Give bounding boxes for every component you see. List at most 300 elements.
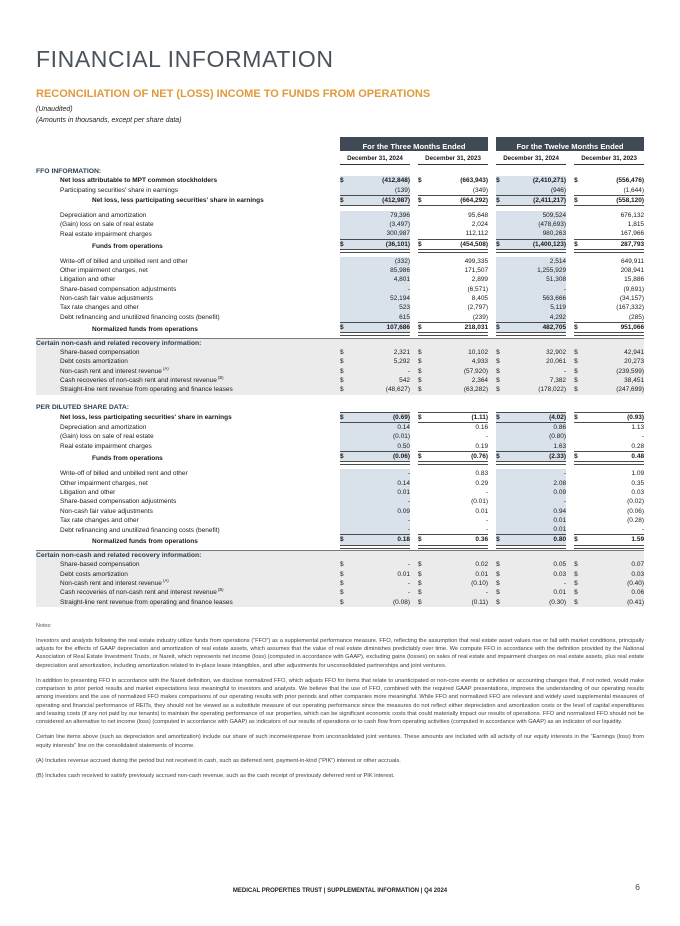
row-label: Non-cash rent and interest revenue $^{(A)}$ bbox=[36, 579, 340, 588]
value-cell: 980,263 bbox=[506, 229, 566, 239]
column-gap bbox=[488, 376, 496, 385]
value-cell: (0.40) bbox=[584, 579, 644, 588]
dollar-sign bbox=[574, 186, 584, 196]
dollar-sign: $ bbox=[340, 195, 350, 205]
note-paragraph-joint-ventures: Certain line items above (such as depreciation and amortization) include our share of such income/expense from unconsolidated joint ventures. These amounts are included with all activity of our equity interests in the “Earnings (loss) from equity interests” line on the consolidated statements of income. bbox=[36, 734, 644, 749]
column-gap bbox=[488, 195, 496, 205]
value-cell: 167,966 bbox=[620, 230, 645, 238]
value-cell: (1.11) bbox=[428, 412, 488, 422]
value-cell: - bbox=[350, 588, 410, 597]
value-cell: (0.69) bbox=[350, 412, 410, 422]
dollar-sign: $ bbox=[496, 452, 506, 464]
dollar-sign bbox=[340, 275, 350, 284]
row-label: Share-based compensation adjustments bbox=[60, 498, 177, 506]
column-gap bbox=[488, 151, 496, 164]
column-gap bbox=[410, 294, 418, 303]
column-gap bbox=[566, 507, 574, 516]
notes-label: Notes: bbox=[36, 622, 52, 629]
table-row bbox=[36, 285, 644, 294]
table-row bbox=[36, 367, 644, 376]
value-cell: (0.06) bbox=[627, 507, 645, 515]
dollar-sign: $ bbox=[340, 579, 350, 588]
section-header-label: PER DILUTED SHARE DATA: bbox=[36, 403, 130, 411]
column-gap bbox=[410, 322, 418, 334]
value-cell: - bbox=[485, 488, 489, 496]
value-cell: 1.59 bbox=[584, 535, 644, 547]
column-gap bbox=[410, 313, 418, 323]
section-subtitle: RECONCILIATION OF NET (LOSS) INCOME TO FUNDS FROM OPERATIONS bbox=[36, 88, 431, 100]
column-gap bbox=[566, 535, 574, 547]
value-cell: 7,382 bbox=[506, 376, 566, 385]
value-cell: 1.63 bbox=[506, 442, 566, 452]
date-header: December 31, 2024 bbox=[340, 151, 410, 164]
column-gap bbox=[410, 525, 418, 535]
dollar-sign bbox=[340, 303, 350, 312]
row-label: Normalized funds from operations bbox=[92, 325, 198, 333]
footnote-marker: (A) bbox=[161, 579, 169, 583]
value-cell: 0.14 bbox=[350, 423, 410, 433]
value-cell: (63,282) bbox=[428, 385, 488, 394]
date-header: December 31, 2024 bbox=[496, 151, 566, 164]
value-cell: (48,627) bbox=[350, 385, 410, 394]
value-cell: 32,902 bbox=[506, 348, 566, 357]
dollar-sign: $ bbox=[496, 367, 506, 376]
dollar-sign bbox=[418, 229, 428, 239]
dollar-sign: $ bbox=[340, 560, 350, 569]
column-gap bbox=[410, 412, 418, 422]
column-gap bbox=[410, 357, 418, 366]
dollar-sign bbox=[574, 516, 584, 525]
row-label: Share-based compensation bbox=[36, 560, 340, 569]
dollar-sign bbox=[340, 294, 350, 303]
dollar-sign: $ bbox=[574, 195, 584, 205]
column-gap bbox=[488, 442, 496, 452]
value-cell: 563,666 bbox=[506, 294, 566, 303]
period-header-row bbox=[36, 137, 644, 151]
dollar-sign: $ bbox=[496, 385, 506, 394]
column-gap bbox=[488, 423, 496, 433]
dollar-sign: $ bbox=[418, 560, 428, 569]
dollar-sign bbox=[574, 266, 584, 275]
table-row bbox=[36, 186, 644, 196]
value-cell: (663,943) bbox=[460, 177, 489, 185]
column-gap bbox=[566, 211, 574, 220]
column-gap bbox=[566, 257, 574, 266]
table-row bbox=[36, 229, 644, 239]
value-cell: - bbox=[485, 516, 489, 524]
column-gap bbox=[410, 367, 418, 376]
dollar-sign: $ bbox=[574, 357, 584, 366]
column-gap bbox=[488, 507, 496, 516]
value-cell: (332) bbox=[350, 257, 410, 266]
row-label: Net loss, less participating securities' share in earnings bbox=[92, 197, 264, 205]
page-content bbox=[0, 46, 680, 781]
value-cell: (349) bbox=[472, 186, 489, 194]
dollar-sign bbox=[418, 285, 428, 294]
column-gap bbox=[488, 229, 496, 239]
dollar-sign bbox=[574, 442, 584, 452]
dollar-sign bbox=[574, 313, 584, 323]
column-gap bbox=[410, 452, 418, 464]
column-gap bbox=[410, 432, 418, 441]
column-gap bbox=[410, 239, 418, 251]
dollar-sign: $ bbox=[496, 560, 506, 569]
value-cell: 0.48 bbox=[584, 452, 644, 464]
column-gap bbox=[488, 357, 496, 366]
value-cell: 0.06 bbox=[584, 588, 644, 597]
dollar-sign bbox=[574, 507, 584, 516]
value-cell: 523 bbox=[350, 303, 410, 312]
value-cell: (2,410,271) bbox=[506, 176, 566, 185]
footer-text: MEDICAL PROPERTIES TRUST | SUPPLEMENTAL INFORMATION | Q4 2024 bbox=[232, 888, 448, 894]
value-cell: 208,941 bbox=[620, 267, 645, 275]
row-label: Non-cash fair value adjustments bbox=[60, 295, 153, 303]
table-row bbox=[36, 588, 644, 597]
column-gap bbox=[410, 275, 418, 284]
value-cell: - bbox=[350, 560, 410, 569]
dollar-sign: $ bbox=[340, 535, 350, 547]
value-cell: 85,986 bbox=[350, 266, 410, 275]
value-cell: - bbox=[350, 497, 410, 506]
dollar-sign bbox=[340, 442, 350, 452]
column-gap bbox=[410, 579, 418, 588]
dollar-sign bbox=[574, 423, 584, 433]
value-cell: - bbox=[428, 588, 488, 597]
value-cell: - bbox=[485, 433, 489, 441]
row-label: Straight-line rent revenue from operating and finance leases bbox=[36, 598, 340, 607]
row-label: Participating securities' share in earnings bbox=[60, 187, 178, 195]
column-gap bbox=[488, 516, 496, 525]
note-footnote-a: (A) Includes revenue accrued during the period but not received in cash, such as deferred rent, payment-in-kind (“PIK”) interest or other accruals. bbox=[36, 757, 401, 764]
value-cell: 0.16 bbox=[475, 424, 489, 432]
period-header-three-months: For the Three Months Ended bbox=[340, 137, 488, 151]
column-gap bbox=[488, 367, 496, 376]
column-gap bbox=[410, 229, 418, 239]
note-paragraph-ffo-definition: Investors and analysts following the real estate industry utilize funds from operations (“FFO”) as a supplemental performance measure. FFO, reflecting the assumption that real estate asset values rise or fall with market conditions, principally adjusts for the effects of GAAP depreciation and amortization of real estate assets, which assumes that the value of real estate diminishes predictably over time. We compute FFO in accordance with the definition provided by the National Association of Real Estate Investment Trusts, or Nareit, which represents net income (loss) (computed in accordance with GAAP), excluding gains (losses) on sales of real estate and impairment charges on real estate assets, plus real estate depreciation and amortization, including amortization related to in-place lease intangibles, and after adjustments for unconsolidated partnerships and joint ventures. bbox=[36, 637, 644, 669]
value-cell: 2,514 bbox=[506, 257, 566, 266]
dollar-sign: $ bbox=[496, 588, 506, 597]
value-cell: 20,061 bbox=[506, 357, 566, 366]
value-cell: 615 bbox=[350, 313, 410, 323]
dollar-sign bbox=[496, 488, 506, 497]
row-label: Funds from operations bbox=[92, 455, 163, 463]
table-row bbox=[36, 570, 644, 579]
value-cell: 287,793 bbox=[584, 239, 644, 251]
dollar-sign bbox=[340, 266, 350, 275]
value-cell: (167,332) bbox=[616, 304, 645, 312]
column-gap bbox=[566, 239, 574, 251]
value-cell: 1,255,929 bbox=[506, 266, 566, 275]
value-cell: (285) bbox=[628, 313, 645, 321]
page-title: FINANCIAL INFORMATION bbox=[36, 46, 334, 72]
column-gap bbox=[566, 376, 574, 385]
column-gap bbox=[410, 588, 418, 597]
value-cell: 0.50 bbox=[350, 442, 410, 452]
value-cell: 10,102 bbox=[428, 348, 488, 357]
dollar-sign: $ bbox=[418, 322, 428, 334]
date-header: December 31, 2023 bbox=[418, 151, 488, 164]
dollar-sign bbox=[574, 285, 584, 294]
column-gap bbox=[566, 229, 574, 239]
value-cell: 95,648 bbox=[468, 211, 489, 219]
dollar-sign bbox=[340, 313, 350, 323]
column-gap bbox=[488, 525, 496, 535]
value-cell: - bbox=[350, 579, 410, 588]
value-cell: 482,705 bbox=[506, 322, 566, 334]
table-row bbox=[36, 257, 644, 266]
table-row bbox=[36, 211, 644, 220]
dollar-sign bbox=[574, 525, 584, 535]
value-cell: (2,797) bbox=[467, 304, 489, 312]
notes-section bbox=[36, 623, 644, 781]
value-cell: 0.01 bbox=[506, 516, 566, 525]
dollar-sign bbox=[340, 516, 350, 525]
value-cell: 2,321 bbox=[350, 348, 410, 357]
value-cell: - bbox=[350, 285, 410, 294]
dollar-sign bbox=[418, 186, 428, 196]
dollar-sign bbox=[496, 432, 506, 441]
column-gap bbox=[488, 348, 496, 357]
row-label: Write-off of billed and unbilled rent and other bbox=[60, 470, 188, 478]
dollar-sign: $ bbox=[574, 367, 584, 376]
date-header: December 31, 2023 bbox=[574, 151, 644, 164]
column-gap bbox=[410, 479, 418, 488]
value-cell: (57,920) bbox=[428, 367, 488, 376]
column-gap bbox=[488, 479, 496, 488]
value-cell: - bbox=[350, 367, 410, 376]
table-row bbox=[36, 220, 644, 229]
dollar-sign: $ bbox=[496, 598, 506, 607]
value-cell: 0.94 bbox=[506, 507, 566, 516]
table-row bbox=[36, 357, 644, 366]
column-gap bbox=[566, 525, 574, 535]
column-gap bbox=[488, 452, 496, 464]
dollar-sign bbox=[574, 303, 584, 312]
row-label: Litigation and other bbox=[60, 488, 116, 496]
value-cell: (0.30) bbox=[506, 598, 566, 607]
column-gap bbox=[566, 220, 574, 229]
dollar-sign bbox=[496, 313, 506, 323]
value-cell: 300,987 bbox=[350, 229, 410, 239]
value-cell: (239,599) bbox=[584, 367, 644, 376]
footnote-marker: (A) bbox=[161, 366, 169, 371]
column-gap bbox=[566, 588, 574, 597]
dollar-sign bbox=[340, 469, 350, 478]
ffo-reconciliation-table bbox=[36, 137, 644, 607]
value-cell: 0.83 bbox=[475, 470, 489, 478]
dollar-sign bbox=[340, 488, 350, 497]
value-cell: (0.76) bbox=[428, 452, 488, 464]
dollar-sign bbox=[340, 479, 350, 488]
section-header-label: Certain non-cash and related recovery information: bbox=[36, 551, 644, 561]
value-cell: (556,476) bbox=[616, 177, 645, 185]
column-gap bbox=[488, 385, 496, 394]
dollar-sign: $ bbox=[418, 195, 428, 205]
table-row bbox=[36, 385, 644, 394]
table-row bbox=[36, 535, 644, 547]
value-cell: 38,451 bbox=[584, 376, 644, 385]
dollar-sign bbox=[418, 507, 428, 516]
value-cell: (36,101) bbox=[350, 239, 410, 251]
dollar-sign: $ bbox=[496, 348, 506, 357]
column-gap bbox=[488, 211, 496, 220]
value-cell: (412,987) bbox=[350, 195, 410, 205]
dollar-sign bbox=[418, 211, 428, 220]
value-cell: 0.09 bbox=[350, 507, 410, 516]
dollar-sign: $ bbox=[340, 322, 350, 334]
column-gap bbox=[566, 432, 574, 441]
value-cell: 0.36 bbox=[428, 535, 488, 547]
dollar-sign: $ bbox=[574, 452, 584, 464]
column-gap bbox=[410, 507, 418, 516]
dollar-sign: $ bbox=[418, 570, 428, 579]
value-cell: (247,699) bbox=[584, 385, 644, 394]
value-cell: 0.02 bbox=[428, 560, 488, 569]
dollar-sign bbox=[418, 303, 428, 312]
column-gap bbox=[488, 275, 496, 284]
dollar-sign: $ bbox=[574, 535, 584, 547]
value-cell: 0.05 bbox=[506, 560, 566, 569]
value-cell: 0.01 bbox=[350, 488, 410, 497]
footnote-marker: (B) bbox=[216, 375, 224, 380]
value-cell: 0.03 bbox=[584, 570, 644, 579]
dollar-sign bbox=[496, 294, 506, 303]
dollar-sign bbox=[418, 432, 428, 441]
column-gap bbox=[488, 137, 496, 151]
column-gap bbox=[410, 176, 418, 185]
dollar-sign bbox=[418, 488, 428, 497]
dollar-sign bbox=[418, 497, 428, 506]
period-header-twelve-months: For the Twelve Months Ended bbox=[496, 137, 644, 151]
column-gap bbox=[488, 294, 496, 303]
value-cell: 2,024 bbox=[471, 220, 489, 228]
dollar-sign bbox=[496, 525, 506, 535]
column-gap bbox=[566, 598, 574, 607]
dollar-sign bbox=[574, 479, 584, 488]
table-row bbox=[36, 423, 644, 433]
dollar-sign: $ bbox=[418, 385, 428, 394]
dollar-sign: $ bbox=[340, 376, 350, 385]
value-cell: (0.41) bbox=[584, 598, 644, 607]
value-cell: 1.09 bbox=[631, 470, 645, 478]
value-cell: (139) bbox=[350, 186, 410, 196]
dollar-sign bbox=[574, 275, 584, 284]
dollar-sign bbox=[496, 507, 506, 516]
value-cell: 1.13 bbox=[631, 424, 645, 432]
value-cell: 0.03 bbox=[506, 570, 566, 579]
dollar-sign: $ bbox=[418, 535, 428, 547]
value-cell: 0.01 bbox=[428, 570, 488, 579]
value-cell: 8,405 bbox=[471, 295, 489, 303]
dollar-sign: $ bbox=[418, 376, 428, 385]
dollar-sign bbox=[340, 525, 350, 535]
dollar-sign bbox=[496, 497, 506, 506]
header-spacer bbox=[36, 137, 340, 151]
column-gap bbox=[566, 570, 574, 579]
section-header-row bbox=[36, 551, 644, 561]
column-gap bbox=[488, 598, 496, 607]
value-cell: 1,815 bbox=[627, 220, 645, 228]
value-cell: - bbox=[641, 526, 645, 534]
column-gap bbox=[566, 357, 574, 366]
dollar-sign bbox=[574, 220, 584, 229]
table-row bbox=[36, 432, 644, 441]
value-cell: 0.29 bbox=[475, 479, 489, 487]
table-row bbox=[36, 195, 644, 205]
row-label: Tax rate changes and other bbox=[60, 304, 139, 312]
dollar-sign: $ bbox=[574, 376, 584, 385]
dollar-sign bbox=[418, 294, 428, 303]
dollar-sign bbox=[340, 186, 350, 196]
row-label: (Gain) loss on sale of real estate bbox=[60, 220, 154, 228]
value-cell: - bbox=[350, 525, 410, 535]
column-gap bbox=[488, 432, 496, 441]
value-cell: 0.14 bbox=[350, 479, 410, 488]
dollar-sign: $ bbox=[340, 412, 350, 422]
dollar-sign bbox=[496, 275, 506, 284]
column-gap bbox=[410, 570, 418, 579]
column-gap bbox=[410, 211, 418, 220]
value-cell: - bbox=[506, 367, 566, 376]
dollar-sign bbox=[340, 497, 350, 506]
column-gap bbox=[488, 497, 496, 506]
row-label: Funds from operations bbox=[92, 242, 163, 250]
value-cell: 42,941 bbox=[584, 348, 644, 357]
value-cell: 0.01 bbox=[350, 570, 410, 579]
value-cell: 0.35 bbox=[631, 479, 645, 487]
value-cell: (0.06) bbox=[350, 452, 410, 464]
dollar-sign: $ bbox=[496, 535, 506, 547]
column-gap bbox=[410, 516, 418, 525]
unaudited-note: (Unaudited) bbox=[36, 106, 73, 113]
value-cell: 5,119 bbox=[506, 303, 566, 312]
table-row bbox=[36, 313, 644, 323]
dollar-sign bbox=[340, 257, 350, 266]
table-row bbox=[36, 452, 644, 464]
table-row bbox=[36, 348, 644, 357]
value-cell: (1,400,123) bbox=[506, 239, 566, 251]
column-gap bbox=[566, 452, 574, 464]
financial-table-body bbox=[36, 164, 644, 607]
value-cell: (2.33) bbox=[506, 452, 566, 464]
value-cell: (9,691) bbox=[623, 285, 645, 293]
column-gap bbox=[488, 570, 496, 579]
column-gap bbox=[566, 294, 574, 303]
dollar-sign bbox=[418, 525, 428, 535]
column-gap bbox=[488, 257, 496, 266]
value-cell: (0.80) bbox=[506, 432, 566, 441]
column-gap bbox=[410, 488, 418, 497]
value-cell: - bbox=[506, 579, 566, 588]
table-row bbox=[36, 497, 644, 506]
column-gap bbox=[566, 322, 574, 334]
column-gap bbox=[410, 376, 418, 385]
column-gap bbox=[566, 423, 574, 433]
dollar-sign: $ bbox=[418, 588, 428, 597]
dollar-sign: $ bbox=[574, 579, 584, 588]
column-gap bbox=[410, 348, 418, 357]
dollar-sign bbox=[496, 186, 506, 196]
value-cell: 2.08 bbox=[506, 479, 566, 488]
column-gap bbox=[488, 488, 496, 497]
row-label: Real estate impairment charges bbox=[60, 443, 152, 451]
dollar-sign bbox=[418, 220, 428, 229]
value-cell: (0.11) bbox=[428, 598, 488, 607]
table-row bbox=[36, 412, 644, 422]
value-cell: 0.28 bbox=[631, 442, 645, 450]
value-cell: (0.01) bbox=[471, 498, 489, 506]
column-gap bbox=[488, 176, 496, 185]
